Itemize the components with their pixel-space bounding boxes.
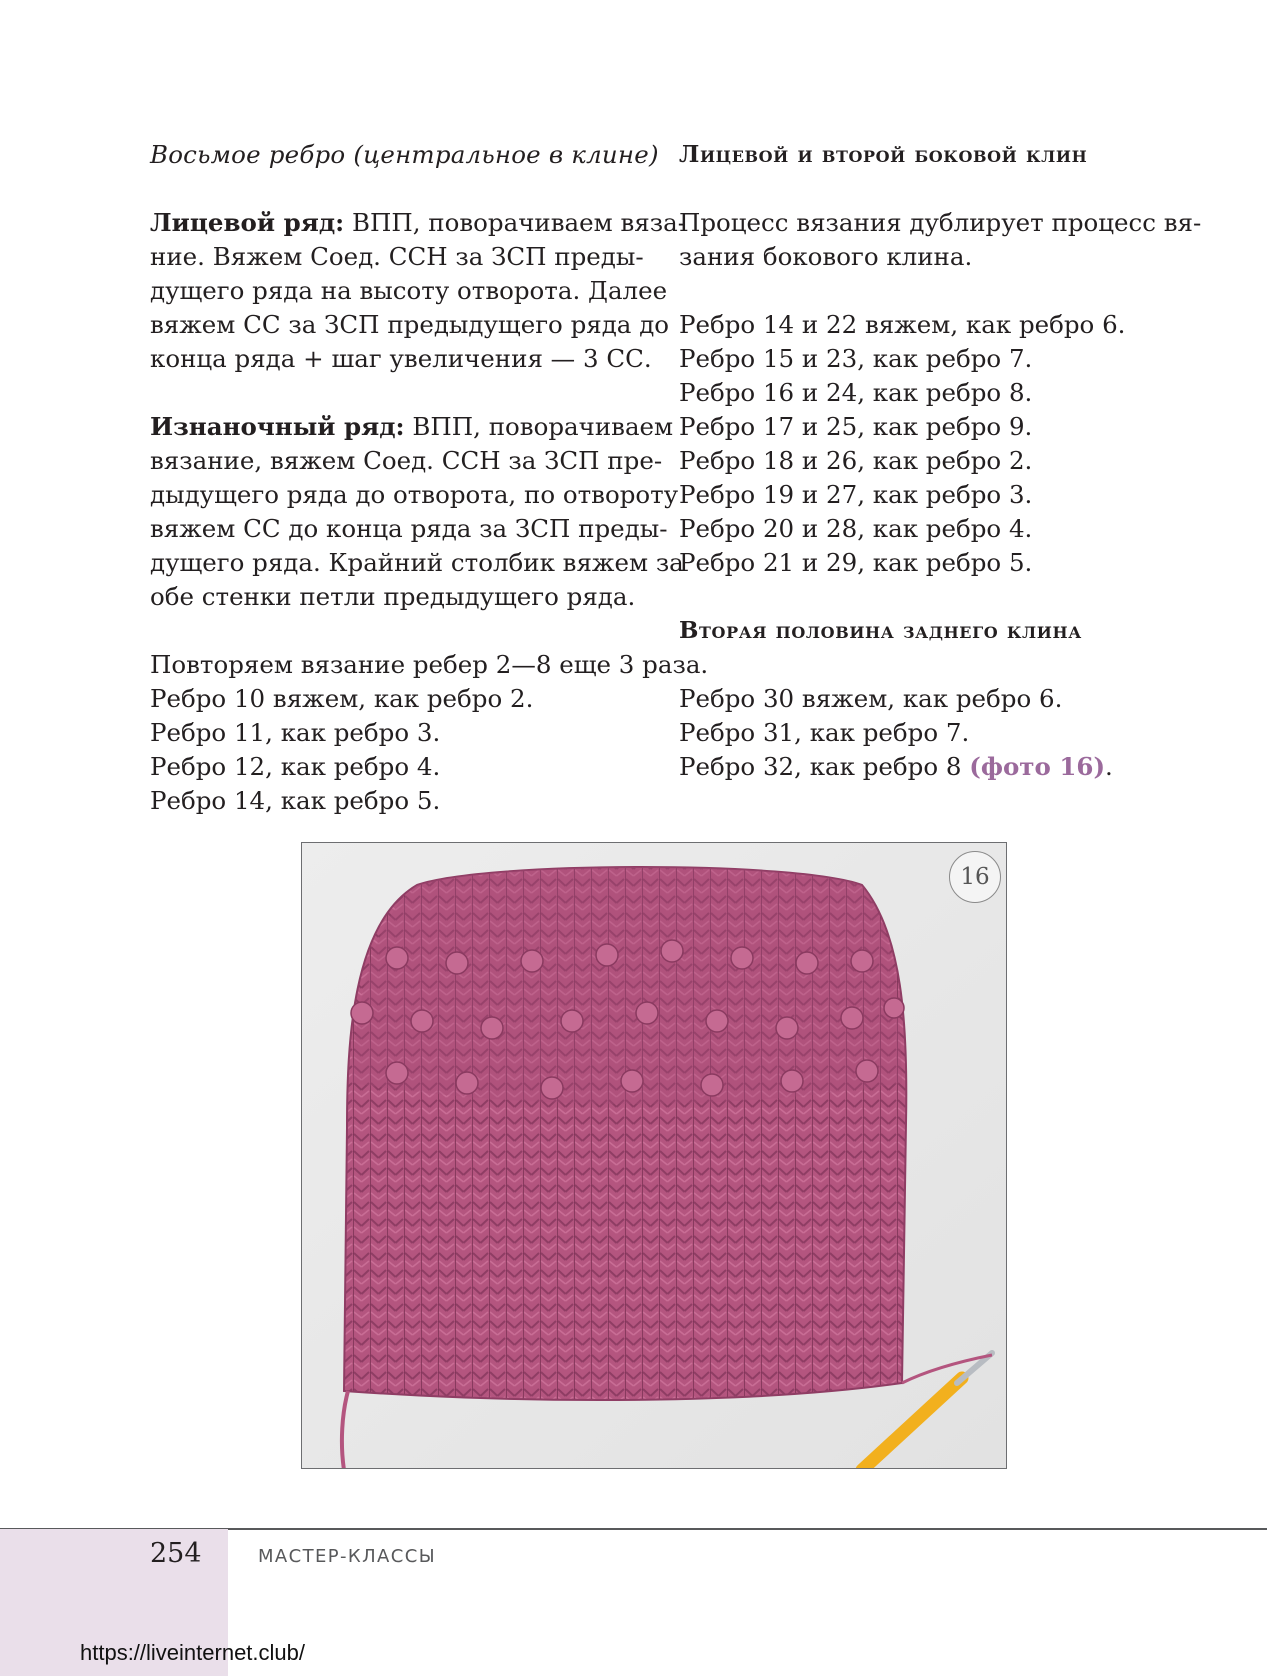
front-row-paragraph [150, 206, 686, 376]
right-column [679, 138, 1202, 818]
hat-illustration [302, 843, 1007, 1469]
back-row-first-line [150, 410, 674, 444]
rib-line: Ребро 16 и 24, как ребро 8. [679, 378, 1033, 407]
rib-line: Ребро 19 и 27, как ребро 3. [679, 480, 1033, 509]
rib-line: Ребро 18 и 26, как ребро 2. [679, 446, 1033, 475]
repeat-line: Ребро 11, как ребро 3. [150, 718, 441, 747]
front-row-line: ние. Вяжем Соед. ССН за ЗСП преды- [150, 242, 644, 271]
photo-number-badge: 16 [949, 851, 1001, 903]
back-row-text: ВПП, поворачиваем [404, 412, 674, 441]
back-wedge-heading [679, 614, 1159, 648]
front-row-label: Лицевой ряд: [150, 208, 345, 237]
source-watermark[interactable]: https://liveinternet.club/ [80, 1640, 306, 1665]
rib-line: Ребро 17 и 25, как ребро 9. [679, 412, 1033, 441]
rib-line: Ребро 15 и 23, как ребро 7. [679, 344, 1033, 373]
back-row-line: обе стенки петли предыдущего ряда. [150, 582, 636, 611]
intro-line: Процесс вязания дублирует процесс вя- [679, 208, 1202, 237]
back-row-line: вяжем СС до конца ряда за ЗСП преды- [150, 514, 668, 543]
left-column [150, 138, 709, 852]
front-row-text: ВПП, поворачиваем вяза- [344, 208, 686, 237]
heading-text: Вторая половина заднего клина [679, 617, 1082, 644]
page-number: 254 [150, 1538, 202, 1569]
final-rib-period: . [1105, 752, 1113, 781]
repeat-paragraph [150, 648, 709, 818]
repeat-line: Повторяем вязание ребер 2—8 еще 3 раза. [150, 650, 709, 679]
ribs-paragraph [679, 308, 1159, 580]
second-half-paragraph [679, 682, 1159, 784]
repeat-line: Ребро 14, как ребро 5. [150, 786, 441, 815]
back-row-paragraph [150, 410, 684, 614]
second-half-line: Ребро 31, как ребро 7. [679, 718, 970, 747]
hat-crown-shade [352, 867, 902, 1104]
repeat-line: Ребро 12, как ребро 4. [150, 752, 441, 781]
back-row-line: дыдущего ряда до отворота, по отвороту [150, 480, 679, 509]
knitted-hat-photo [301, 842, 1007, 1469]
front-row-first-line [150, 206, 686, 240]
intro-paragraph [679, 206, 1202, 274]
final-rib-line [679, 750, 1159, 784]
rib-line: Ребро 21 и 29, как ребро 5. [679, 548, 1033, 577]
photo-reference-link[interactable]: (фото 16) [969, 752, 1106, 781]
rib-line: Ребро 14 и 22 вяжем, как ребро 6. [679, 310, 1126, 339]
final-rib-text: Ребро 32, как ребро 8 [679, 752, 970, 781]
front-wedge-heading [679, 138, 1159, 172]
back-row-line: дущего ряда. Крайний столбик вяжем за [150, 548, 684, 577]
heading-text: Лицевой и второй боковой клин [679, 141, 1088, 168]
back-row-line: вязание, вяжем Соед. ССН за ЗСП пре- [150, 446, 663, 475]
front-row-line: вяжем СС за ЗСП предыдущего ряда до [150, 310, 670, 339]
second-half-line: Ребро 30 вяжем, как ребро 6. [679, 684, 1063, 713]
rib-eight-subheading [150, 138, 659, 172]
repeat-line: Ребро 10 вяжем, как ребро 2. [150, 684, 534, 713]
rib-line: Ребро 20 и 28, как ребро 4. [679, 514, 1033, 543]
section-label: МАСТЕР-КЛАССЫ [258, 1546, 436, 1567]
front-row-line: конца ряда + шаг увеличения — 3 СС. [150, 344, 652, 373]
front-row-line: дущего ряда на высоту отворота. Далее [150, 276, 668, 305]
intro-line: зания бокового клина. [679, 242, 973, 271]
back-row-label: Изнаночный ряд: [150, 412, 405, 441]
subheading-line: Восьмое ребро (центральное в клине) [150, 140, 659, 169]
